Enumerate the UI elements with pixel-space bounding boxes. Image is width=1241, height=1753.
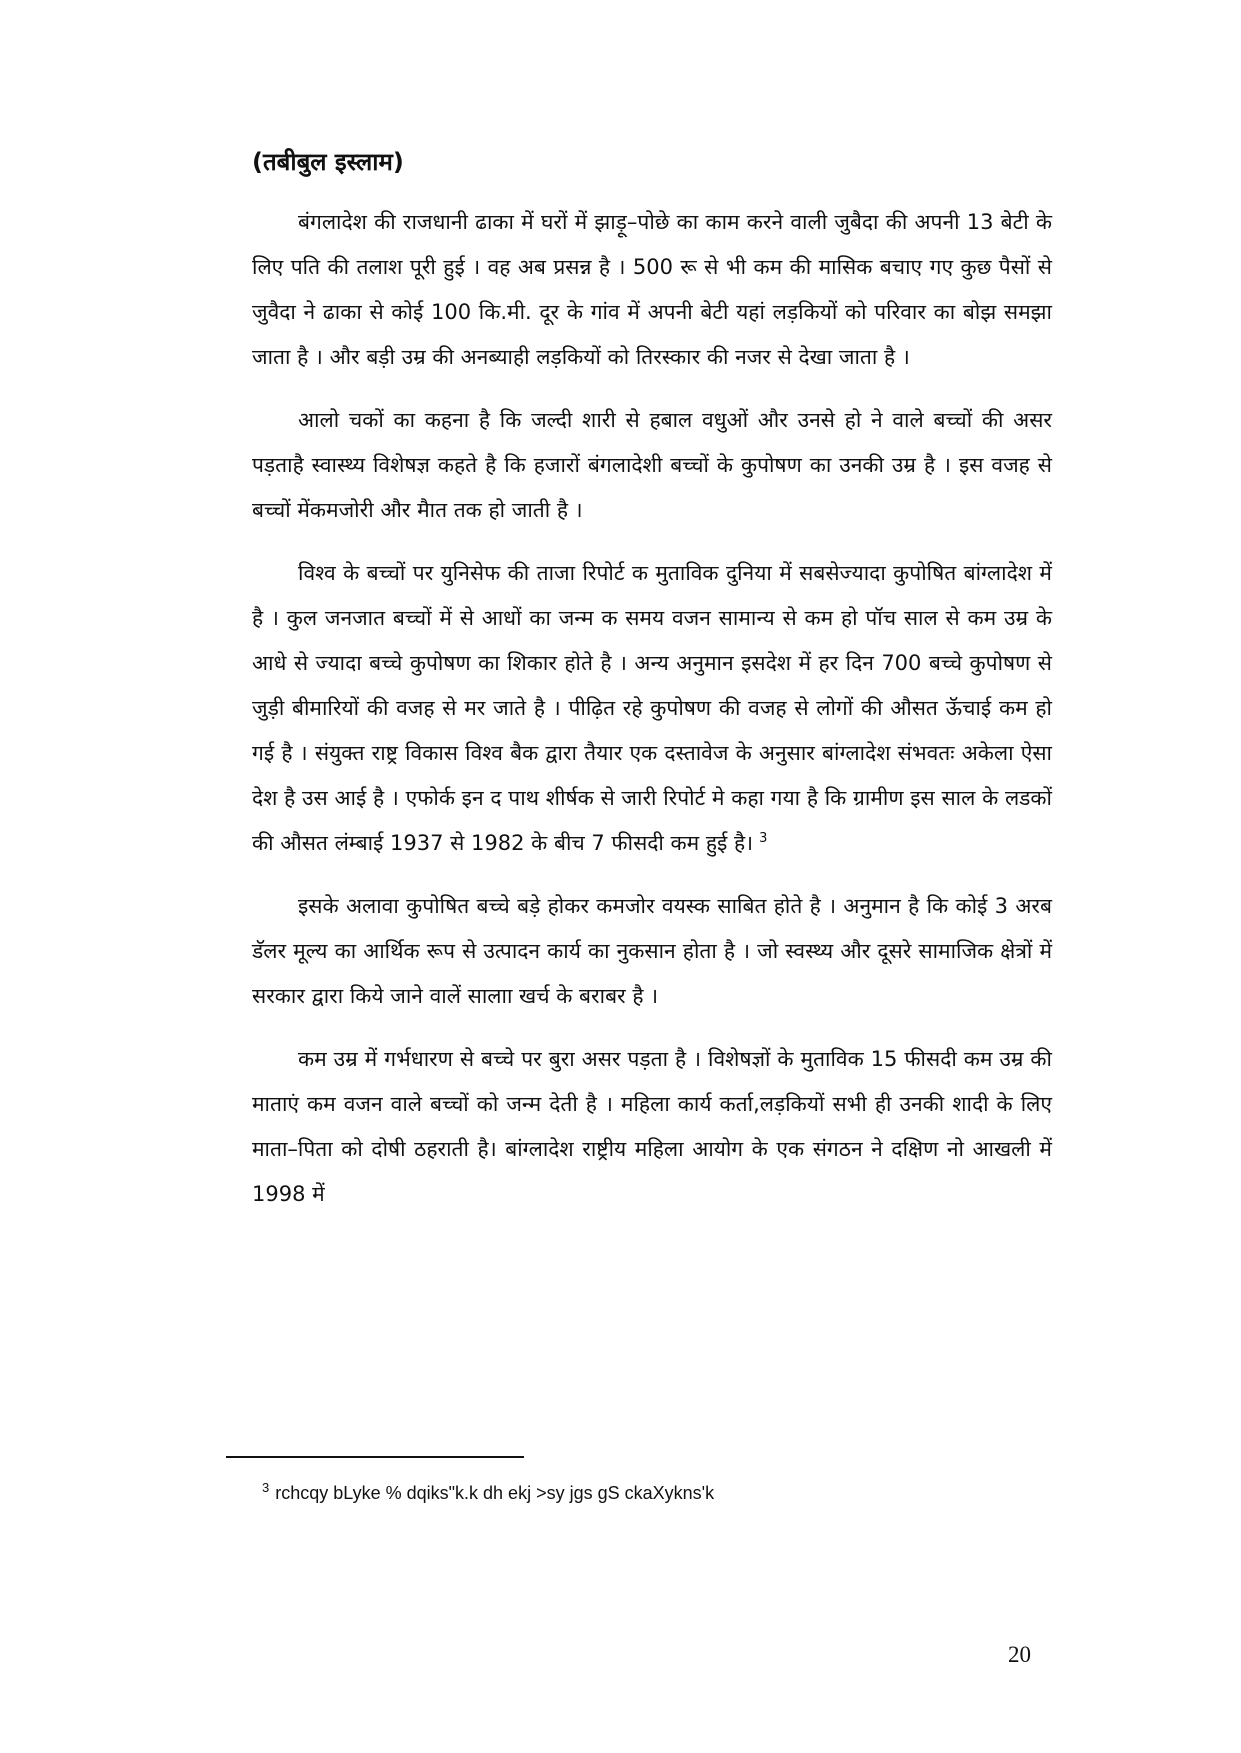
paragraph-3 bbox=[252, 551, 1052, 866]
footnote-divider bbox=[226, 1456, 524, 1458]
page-number: 20 bbox=[1008, 1642, 1031, 1667]
author-heading: (तबीबुल इस्लाम) bbox=[252, 148, 404, 176]
footnote-reference: 3 bbox=[759, 831, 768, 846]
footnote-text: rchcqy bLyke % dqiks"k.k dh ekj >sy jgs gS ckaXykns'k bbox=[275, 1483, 715, 1503]
paragraph-5: कम उम्र में गर्भधारण से बच्चे पर बुरा असर पड़ता है । विशेषज्ञों के मुताविक 15 फीसदी कम उम्र की माताएं कम वजन वाले बच्चों को जन्म देती है । महिला कार्य कर्ता,लड़कियों सभी ही उनकी शादी के लिए माता–पिता को दोषी ठहराती है। बांग्लादेश राष्ट्रीय महिला आयोग के एक संगठन ने दक्षिण नो आखली में 1998 में bbox=[252, 1047, 1052, 1206]
paragraph-2: आलो चकों का कहना है कि जल्दी शारी से हबाल वधुओं और उनसे हो ने वाले बच्चों की असर पड़ताहै स्वास्थ्य विशेषज्ञ कहते है कि हजारों बंगलादेशी बच्चों के कुपोषण का उनकी उम्र है । इस वजह से बच्चों मेंकमजोरी और मैात तक हो जाती है । bbox=[252, 408, 1052, 522]
body-text bbox=[252, 200, 1052, 1235]
footnote bbox=[262, 1480, 714, 1506]
paragraph-1: बंगलादेश की राजधानी ढाका में घरों में झाड़ू–पोछे का काम करने वाली जुबैदा की अपनी 13 बेटी के लिए पति की तलाश पूरी हुई । वह अब प्रसन्न है । 500 रू से भी कम की मासिक बचाए गए कुछ पैसों से जुवैदा ने ढाका से कोई 100 कि.मी. दूर के गांव में अपनी बेटी यहां लड़कियों को परिवार का बोझ समझा जाता है । और बड़ी उम्र की अनब्याही लड़कियों को तिरस्कार की नजर से देखा जाता है । bbox=[252, 210, 1052, 369]
footnote-number: 3 bbox=[262, 1480, 270, 1495]
paragraph-4: इसके अलावा कुपोषित बच्चे बड़े होकर कमजोर वयस्क साबित होते है । अनुमान है कि कोई 3 अरब डॅलर मूल्य का आर्थिक रूप से उत्पादन कार्य का नुकसान होता है । जो स्वस्थ्य और दूसरे सामाजिक क्षेत्रों में सरकार द्वारा किये जाने वालें सालाा खर्च के बराबर है । bbox=[252, 894, 1052, 1008]
paragraph-3-text: विश्व के बच्चों पर युनिसेफ की ताजा रिपोर्ट क मुताविक दुनिया में सबसेज्यादा कुपोषित बांग्लादेश में है । कुल जनजात बच्चों में से आधों का जन्म क समय वजन सामान्य से कम हो पॉच साल से कम उम्र के आधे से ज्यादा बच्चे कुपोषण का शिकार होते है । अन्य अनुमान इसदेश में हर दिन 700 बच्चे कुपोषण से जुड़ी बीमारियों की वजह से मर जाते है । पीढ़ित रहे कुपोषण की वजह से लोगों की औसत ऊॅचाई कम हो गई है । संयुक्त राष्ट्र विकास विश्व बैक द्वारा तैयार एक दस्तावेज के अनुसार बांग्लादेश संभवतः अकेला ऐसा देश है उस आई है । एफोर्क इन द पाथ शीर्षक से जारी रिपोर्ट मे कहा गया है कि ग्रामीण इस साल के लडकों की औसत लंम्बाई 1937 से 1982 के बीच 7 फीसदी कम हुई है। bbox=[252, 561, 1052, 855]
